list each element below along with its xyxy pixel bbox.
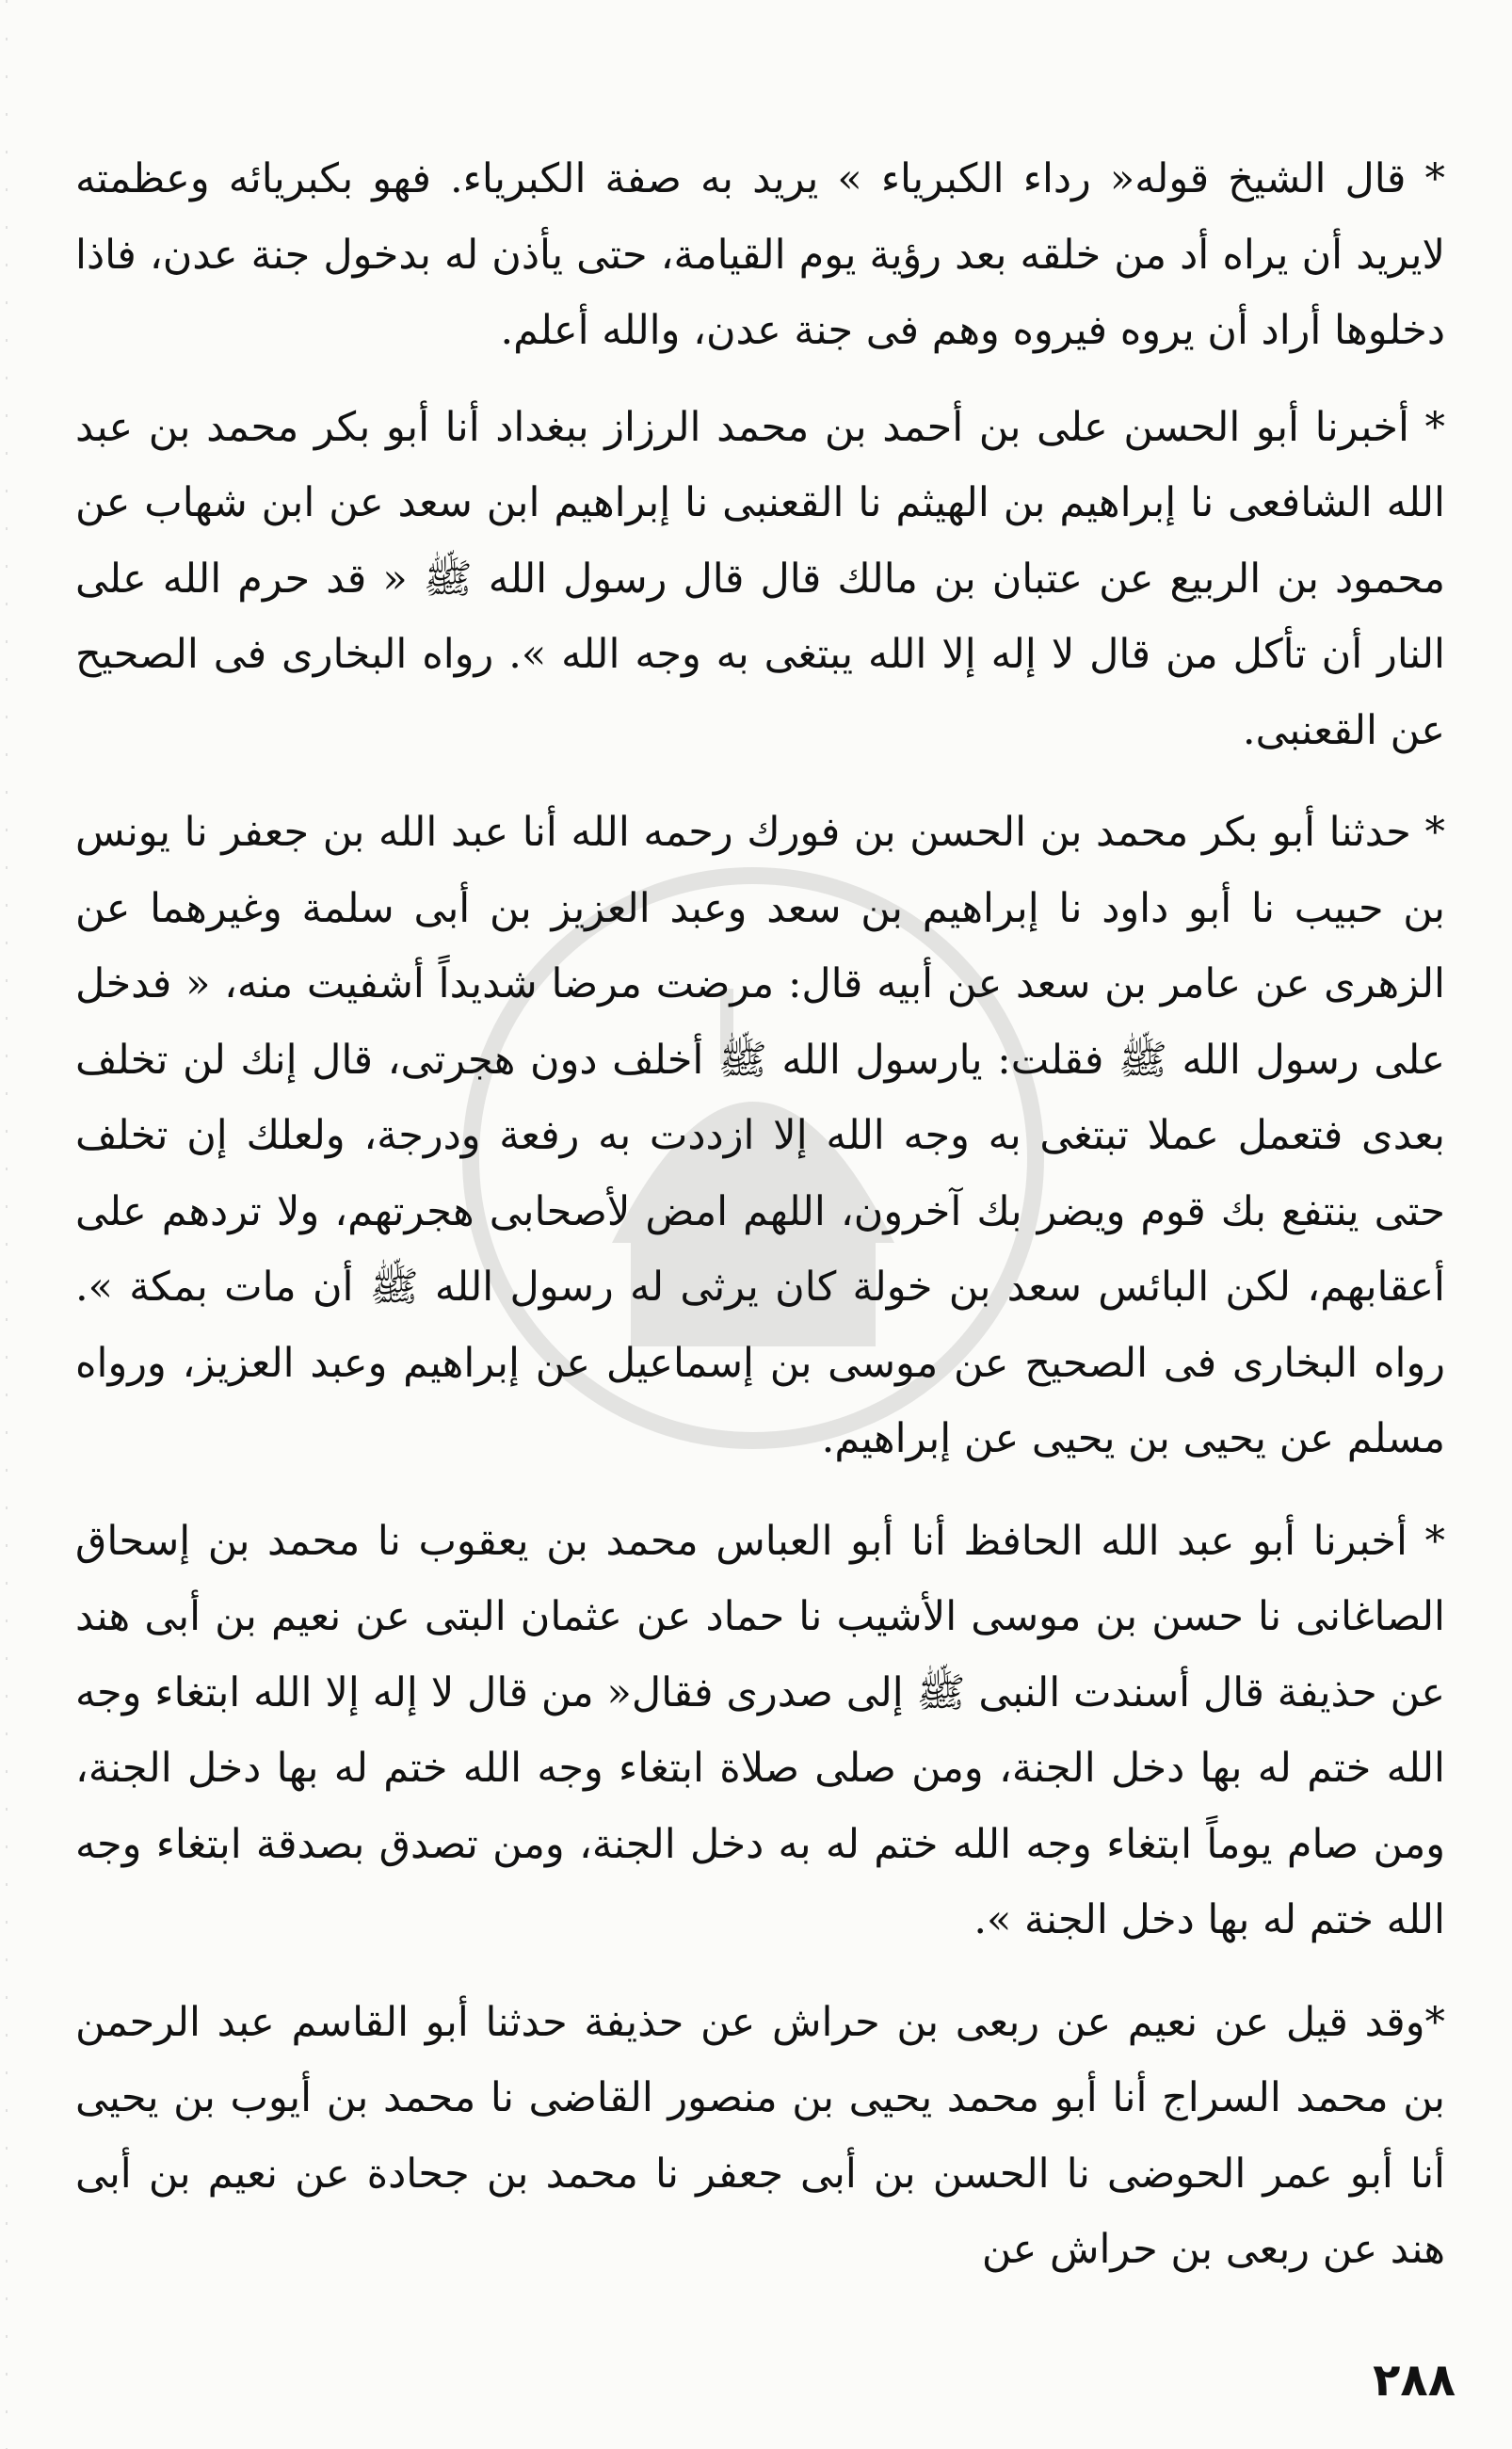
paragraph-5: *وقد قيل عن نعيم عن ربعى بن حراش عن حذيفة حدثنا أبو القاسم عبد الرحمن بن محمد السراج أنا أبو محمد يحيى بن منصور القاضى نا محمد بن أيوب بن يحيى أنا أبو عمر الحوضى نا الحسن بن أبى جعفر نا محمد بن جحادة عن نعيم بن أبى هند عن ربعى بن حراش عن <box>75 1998 1445 2273</box>
main-text <box>75 141 1445 2314</box>
scan-edge-mark <box>6 0 8 2449</box>
paragraph-3: * حدثنا أبو بكر محمد بن الحسن بن فورك رحمه الله أنا عبد الله بن جعفر نا يونس بن حبيب نا أبو داود نا إبراهيم بن سعد وعبد العزيز بن أبى سلمة وغيرهما عن الزهرى عن عامر بن سعد عن أبيه قال: مرضت مرضا شديداً أشفيت منه، « فدخل على رسول الله ﷺ فقلت: يارسول الله ﷺ أخلف دون هجرتى، قال إنك لن تخلف بعدى فتعمل عملا تبتغى به وجه الله إلا ازددت به رفعة ودرجة، ولعلك إن تخلف حتى ينتفع بك قوم ويضر بك آخرون، اللهم امض لأصحابى هجرتهم، ولا تردهم على أعقابهم، لكن البائس سعد بن خولة كان يرثى له رسول الله ﷺ أن مات بمكة ». رواه البخارى فى الصحيح عن موسى بن إسماعيل عن إبراهيم وعبد العزيز، ورواه مسلم عن يحيى بن يحيى عن إبراهيم. <box>75 809 1446 1462</box>
paragraph-4: * أخبرنا أبو عبد الله الحافظ أنا أبو العباس محمد بن يعقوب نا محمد بن إسحاق الصاغانى نا حسن بن موسى الأشيب نا حماد عن عثمان البتى عن نعيم بن أبى هند عن حذيفة قال أسندت النبى ﷺ إلى صدرى فقال« من قال لا إله إلا الله ابتغاء وجه الله ختم له بها دخل الجنة، ومن صلى صلاة ابتغاء وجه الله ختم له بها دخل الجنة، ومن صام يوماً ابتغاء وجه الله ختم له به دخل الجنة، ومن تصدق بصدقة ابتغاء وجه الله ختم له بها دخل الجنة ». <box>75 1517 1445 1943</box>
paragraph-2: * أخبرنا أبو الحسن على بن أحمد بن محمد الرزاز ببغداد أنا أبو بكر محمد بن عبد الله الشافعى نا إبراهيم بن الهيثم نا القعنبى نا إبراهيم ابن سعد عن ابن شهاب عن محمود بن الربيع عن عتبان بن مالك قال قال رسول الله ﷺ « قد حرم الله على النار أن تأكل من قال لا إله إلا الله يبتغى به وجه الله ». رواه البخارى فى الصحيح عن القعنبى. <box>75 403 1445 754</box>
paragraph-1: * قال الشيخ قوله« رداء الكبرياء » يريد به صفة الكبرياء. فهو بكبريائه وعظمته لايريد أن يراه أد من خلقه بعد رؤية يوم القيامة، حتى يأذن له بدخول جنة عدن، فاذا دخلوها أراد أن يروه فيروه وهم فى جنة عدن، والله أعلم. <box>75 155 1445 354</box>
page-number: ٢٨٨ <box>1373 2354 1456 2407</box>
